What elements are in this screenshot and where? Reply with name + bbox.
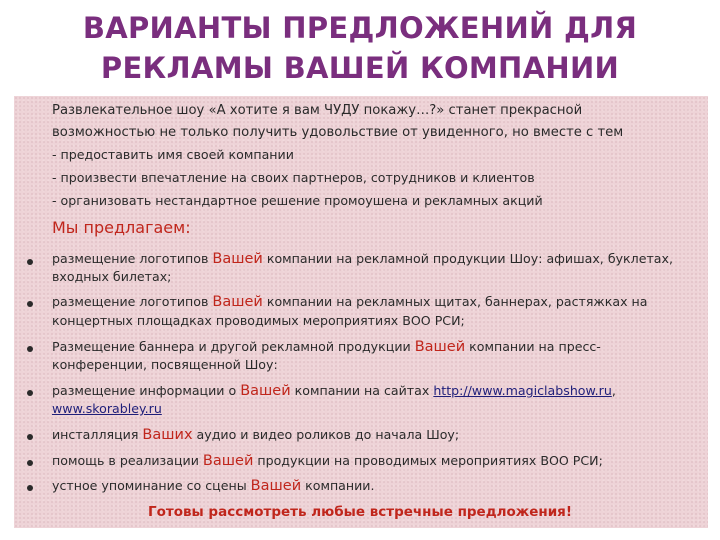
item-text: компании на рекламных щитах, баннерах, растяжках на <box>262 294 648 309</box>
list-item-continued: входных билетах; <box>52 269 172 284</box>
item-text: устное упоминание со сцены <box>52 478 251 493</box>
list-item-continued <box>52 399 162 418</box>
item-text: компании на рекламной продукции Шоу: афишах, буклетах, <box>262 251 673 266</box>
list-item <box>52 381 616 401</box>
item-emphasis: Вашей <box>240 383 291 399</box>
item-text: компании на пресс- <box>465 339 601 354</box>
bullet-icon <box>27 259 33 265</box>
item-emphasis: Вашей <box>212 294 263 310</box>
offer-heading: Мы предлагаем: <box>52 218 191 237</box>
title-line-2: РЕКЛАМЫ ВАШЕЙ КОМПАНИИ <box>100 51 620 85</box>
item-text: размещение логотипов <box>52 294 213 309</box>
item-text: размещение информации о <box>52 383 241 398</box>
list-item <box>52 292 648 312</box>
list-item <box>52 451 603 471</box>
item-text: Размещение баннера и другой рекламной продукции <box>52 339 415 354</box>
list-item-continued: концертных площадках проводимых мероприятиях ВОО РСИ; <box>52 313 465 328</box>
bullet-icon <box>27 460 33 466</box>
item-emphasis: Вашей <box>212 251 263 267</box>
bullet-icon <box>27 390 33 396</box>
item-text: продукции на проводимых мероприятиях ВОО РСИ; <box>253 453 603 468</box>
list-item <box>52 337 601 357</box>
item-emphasis: Вашей <box>414 339 466 355</box>
list-item <box>52 249 673 269</box>
item-text: компании на сайтах <box>290 383 434 398</box>
intro-point: - организовать нестандартное решение промоушена и рекламных акций <box>52 193 543 208</box>
bullet-icon <box>27 301 33 307</box>
list-item-continued: конференции, посвященной Шоу: <box>52 357 278 372</box>
intro-point: - произвести впечатление на своих партнеров, сотрудников и клиентов <box>52 170 535 185</box>
title-line-1: ВАРИАНТЫ ПРЕДЛОЖЕНИЙ ДЛЯ <box>82 11 638 45</box>
website-link-skorabley[interactable]: www.skorabley.ru <box>52 401 162 416</box>
page-title <box>0 8 720 88</box>
closing-statement: Готовы рассмотреть любые встречные предложения! <box>148 504 572 520</box>
bullet-icon <box>27 434 33 440</box>
item-emphasis: Вашей <box>202 453 254 469</box>
list-item <box>52 425 459 445</box>
intro-point: - предоставить имя своей компании <box>52 147 294 162</box>
item-text: , <box>611 383 616 398</box>
item-text: помощь в реализации <box>52 453 203 468</box>
item-text: инсталляция <box>52 427 143 442</box>
item-emphasis: Вашей <box>250 478 302 494</box>
website-link-magiclabshow[interactable]: http://www.magiclabshow.ru <box>433 383 612 398</box>
item-emphasis: Ваших <box>142 427 193 443</box>
bullet-icon <box>27 346 33 352</box>
intro-line-1: Развлекательное шоу «А хотите я вам ЧУДУ покажу…?» станет прекрасной <box>52 103 583 118</box>
bullet-icon <box>27 485 33 491</box>
item-text: компании. <box>301 478 375 493</box>
item-text: размещение логотипов <box>52 251 213 266</box>
intro-line-2: возможностью не только получить удовольствие от увиденного, но вместе с тем <box>52 125 624 140</box>
list-item <box>52 476 375 496</box>
item-text: аудио и видео роликов до начала Шоу; <box>192 427 460 442</box>
